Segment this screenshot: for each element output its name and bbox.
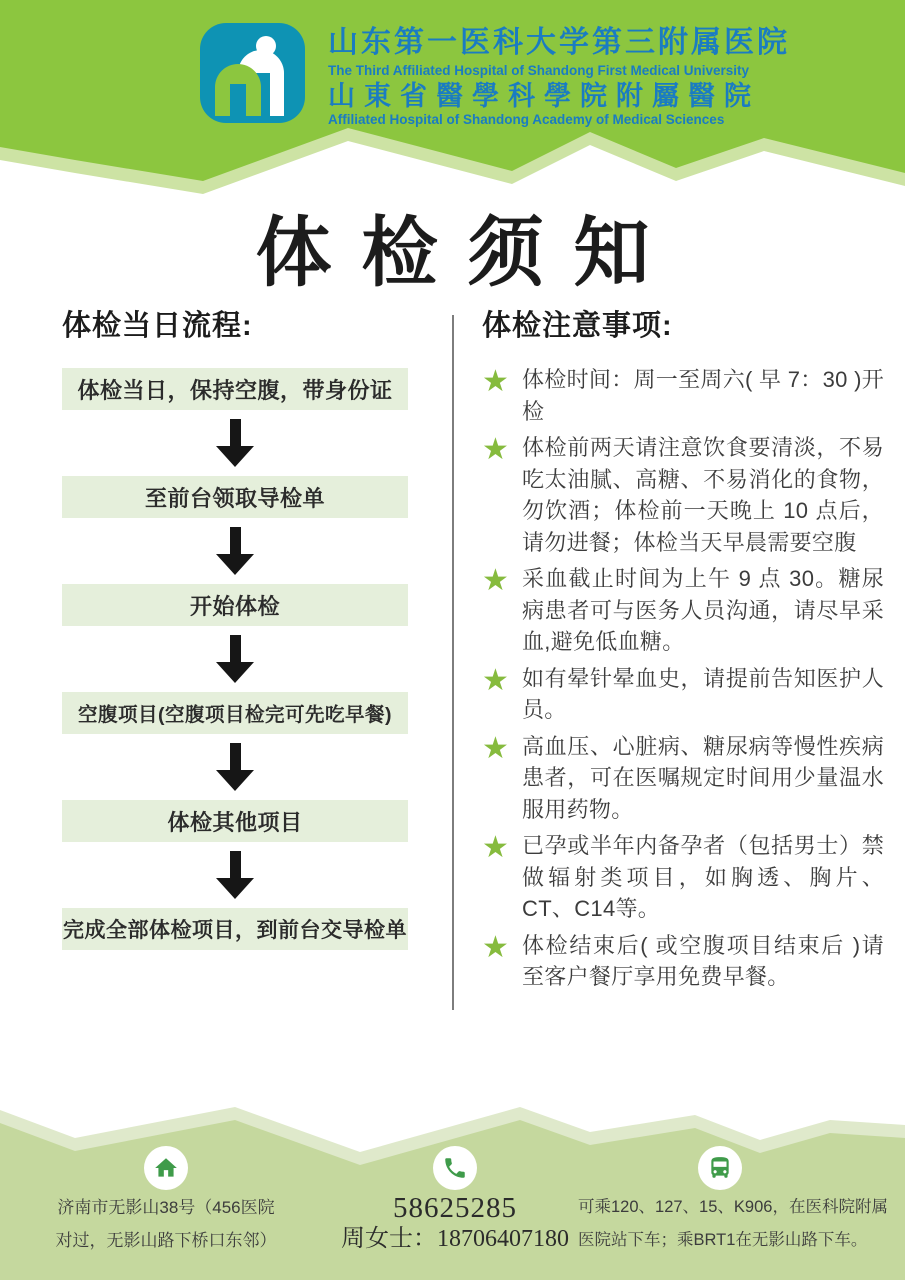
down-arrow-icon [216,419,254,467]
note-text: 如有晕针晕血史，请提前告知医护人员。 [522,665,884,722]
list-item [482,830,884,925]
star-icon: ★ [482,433,509,466]
notes-list [482,364,884,993]
hospital-names [328,26,888,128]
notes-column [482,303,884,998]
home-icon [144,1146,188,1190]
down-arrow-icon [216,743,254,791]
down-arrow-icon [216,527,254,575]
star-icon: ★ [482,564,509,597]
down-arrow-icon [216,635,254,683]
hospital-logo [200,23,305,123]
star-icon: ★ [482,831,509,864]
phone-number: 58625285 [393,1192,517,1224]
note-text: 体检结束后( 或空腹项目结束后 )请至客户餐厅享用免费早餐。 [522,932,884,989]
list-item [482,364,884,427]
flow-step-6: 完成全部体检项目，到前台交导检单 [62,908,408,950]
down-arrow-icon [216,851,254,899]
hospital-name-cn-traditional: 山東省醫學科學院附屬醫院 [328,81,760,111]
column-divider [452,315,454,1010]
note-text: 采血截止时间为上午 9 点 30。糖尿病患者可与医务人员沟通，请尽早采血,避免低血糖。 [522,566,884,654]
logo-n-shape [215,64,261,116]
footer-phone [318,1146,592,1254]
hospital-name-en-2: Affiliated Hospital of Shandong Academy of Medical Sciences [328,112,725,127]
note-text: 已孕或半年内备孕者（包括男士）禁做辐射类项目，如胸透、胸片、CT、C14等。 [522,833,884,921]
note-text: 体检前两天请注意饮食要清淡，不易吃太油腻、高糖、不易消化的食物，勿饮酒；体检前一天晚上 10 点后，请勿进餐；体检当天早晨需要空腹 [522,435,884,555]
footer-bus [578,1146,902,1256]
flow-step-3: 开始体检 [62,584,408,626]
flow-column [62,303,408,950]
phone-contact: 周女士：18706407180 [341,1226,569,1252]
star-icon: ★ [482,930,509,964]
list-item [482,663,884,726]
flow-step-4: 空腹项目(空腹项目检完可先吃早餐) [62,692,408,734]
notes-heading: 体检注意事项: [482,310,673,342]
list-item [482,432,884,558]
note-text: 高血压、心脏病、糖尿病等慢性疾病患者，可在医嘱规定时间用少量温水服用药物。 [522,733,884,822]
flow-step-2: 至前台领取导检单 [62,476,408,518]
note-text: 体检时间：周一至周六( 早 7：30 )开检 [522,367,884,424]
address-line: 对过，无影山路下桥口东邻） [55,1231,277,1250]
phone-icon [433,1146,477,1190]
flow-heading: 体检当日流程: [62,310,253,342]
list-item [482,563,884,658]
bus-icon [698,1146,742,1190]
flow-step-5: 体检其他项目 [62,800,408,842]
bus-line: 可乘120、127、15、K906，在医科院附属 [578,1198,888,1216]
flow-list [62,368,408,950]
star-icon: ★ [482,663,509,697]
bus-line: 医院站下车；乘BRT1在无影山路下车。 [578,1231,868,1249]
hospital-name-cn: 山东第一医科大学第三附属医院 [328,26,790,59]
hospital-name-en: The Third Affiliated Hospital of Shandong First Medical University [328,63,750,78]
star-icon: ★ [482,365,509,398]
logo-head-dot [256,36,276,56]
list-item [482,930,884,993]
list-item [482,731,884,826]
flow-step-1: 体检当日，保持空腹，带身份证 [62,368,408,410]
footer-address [40,1146,292,1256]
star-icon: ★ [482,731,509,765]
page-title: 体检须知 [255,211,680,296]
address-line: 济南市无影山38号（456医院 [57,1198,275,1217]
